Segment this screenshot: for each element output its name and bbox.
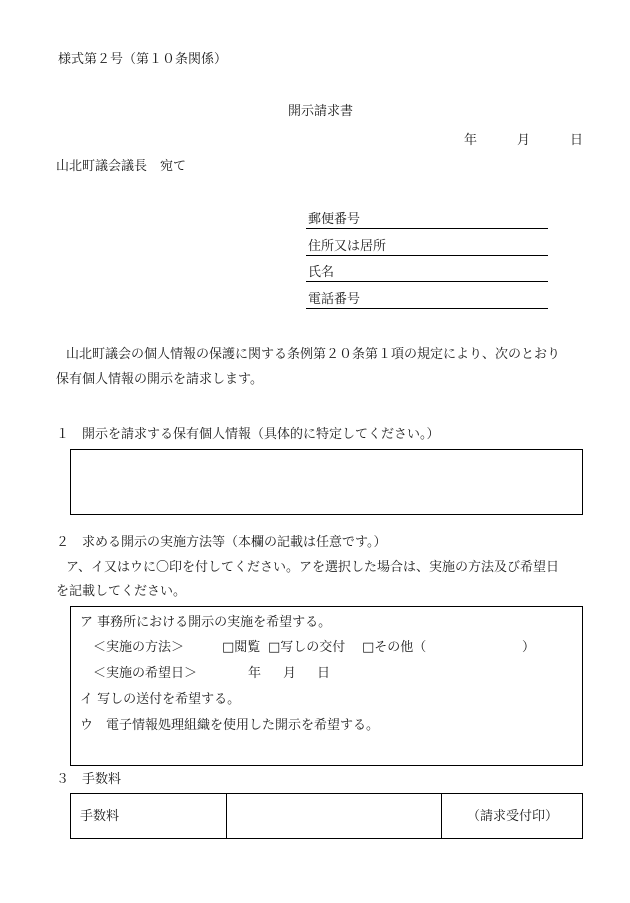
fee-label: 手数料: [80, 809, 120, 824]
requested-info-box[interactable]: [70, 449, 583, 515]
section2-instruction-1: ア、イ又はウに〇印を付してください。アを選択した場合は、実施の方法及び希望日: [66, 560, 559, 575]
section3-heading: ３ 手数料: [56, 772, 122, 787]
intro-line-2: 保有個人情報の開示を請求します。: [56, 372, 263, 387]
form-number: 様式第２号（第１０条関係）: [58, 52, 228, 67]
date-year-label: 年: [464, 133, 478, 148]
phone-field[interactable]: [306, 308, 548, 309]
option-i-text[interactable]: イ 写しの送付を希望する。: [80, 692, 241, 707]
fee-amount-cell[interactable]: [227, 800, 439, 836]
disclosure-method-box: [70, 606, 583, 766]
name-field[interactable]: [306, 281, 548, 282]
option-u-text[interactable]: ウ 電子情報処理組織を使用した開示を希望する。: [80, 718, 380, 733]
desired-date-month: 月: [283, 666, 297, 681]
intro-line-1: 山北町議会の個人情報の保護に関する条例第２０条第１項の規定により、次のとおり: [66, 347, 561, 362]
address-field[interactable]: [306, 255, 548, 256]
method-label: ＜実施の方法＞: [93, 640, 185, 655]
desired-date-day: 日: [317, 666, 331, 681]
name-label: 氏名: [308, 265, 335, 280]
option-a-text[interactable]: ア 事務所における開示の実施を希望する。: [80, 615, 332, 630]
postal-code-label: 郵便番号: [308, 212, 361, 227]
fee-table-divider-2: [441, 794, 442, 838]
date-day-label: 日: [570, 133, 584, 148]
date-month-label: 月: [517, 133, 531, 148]
addressee: 山北町議会議長 宛て: [56, 159, 187, 174]
phone-label: 電話番号: [308, 292, 361, 307]
desired-date-year: 年: [248, 666, 262, 681]
reception-stamp-label: （請求受付印）: [467, 809, 559, 824]
method-option-other[interactable]: □その他（: [362, 640, 427, 655]
method-option-other-close: ）: [522, 640, 536, 655]
method-option-copy[interactable]: □写しの交付: [268, 640, 346, 655]
method-option-view[interactable]: □閲覧: [222, 640, 261, 655]
section1-heading: １ 開示を請求する保有個人情報（具体的に特定してください。）: [56, 427, 440, 442]
desired-date-label: ＜実施の希望日＞: [93, 666, 198, 681]
page-title: 開示請求書: [288, 104, 354, 119]
section2-instruction-2: を記載してください。: [56, 584, 187, 599]
section2-heading: ２ 求める開示の実施方法等（本欄の記載は任意です。）: [56, 535, 387, 550]
address-label: 住所又は居所: [308, 239, 387, 254]
postal-code-field[interactable]: [306, 228, 548, 229]
